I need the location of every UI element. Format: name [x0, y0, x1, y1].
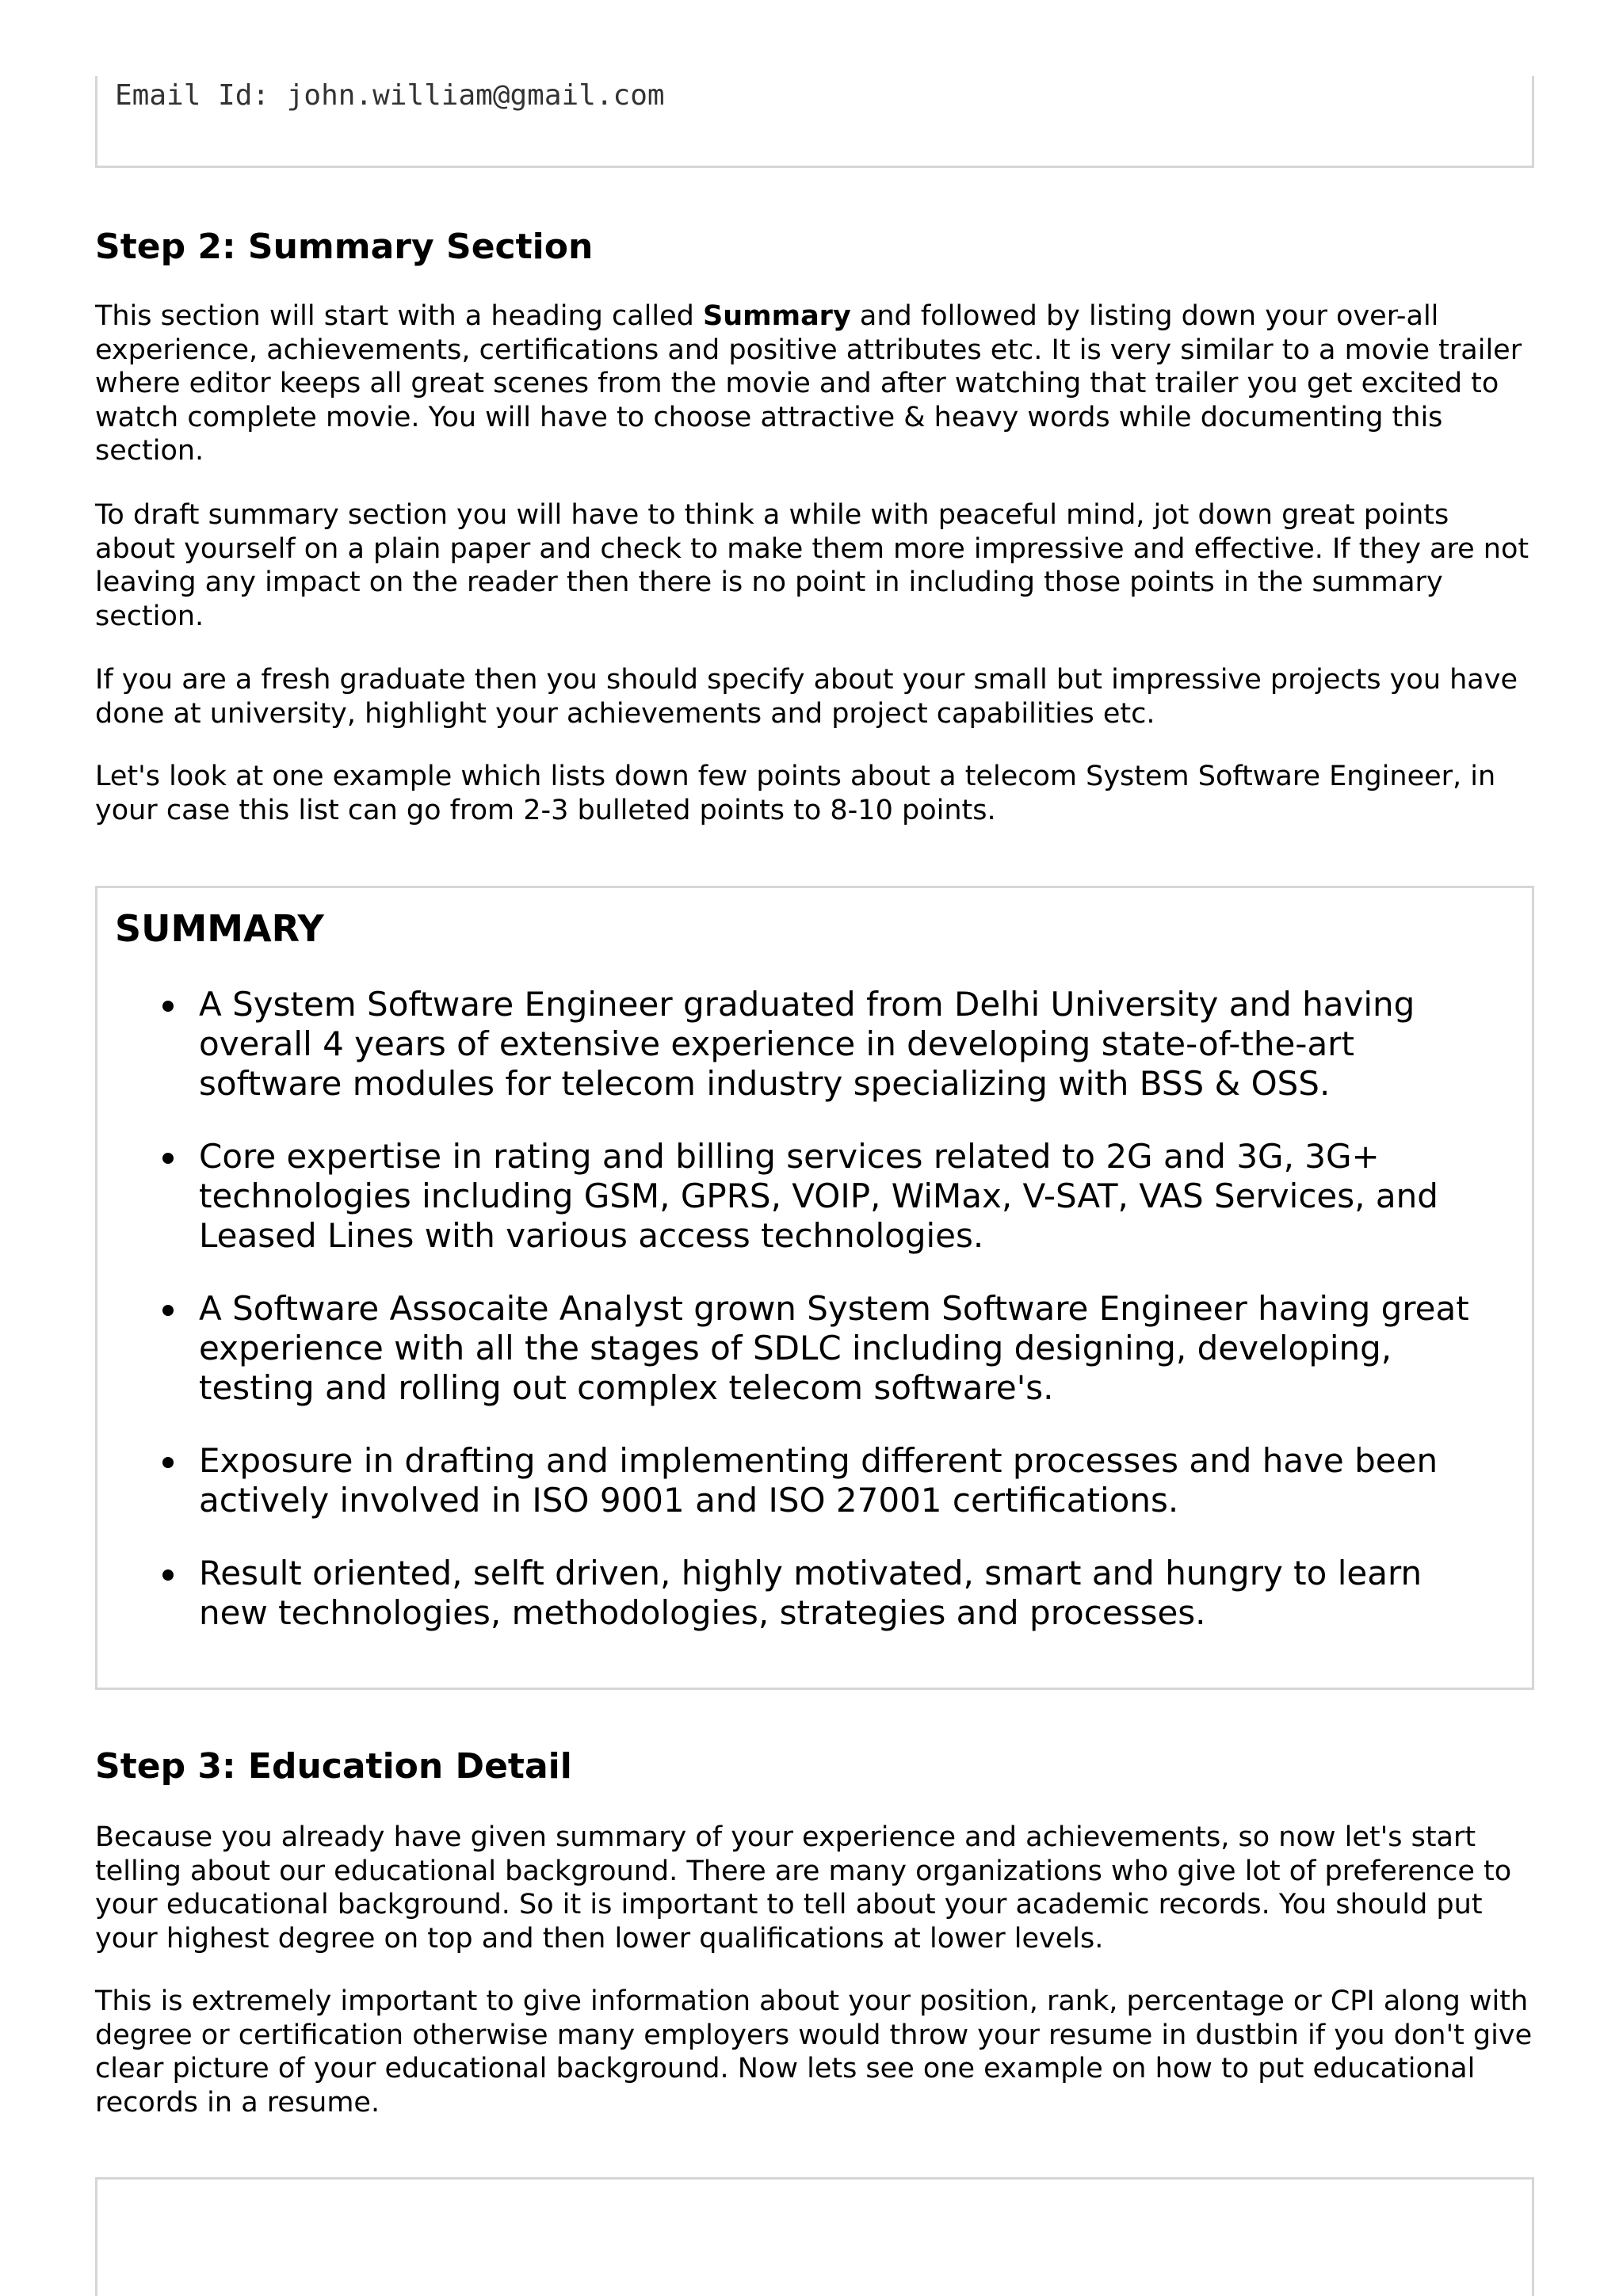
summary-item-text: A System Software Engineer graduated from Delhi University and having overall 4 years of extensive experience in developing state-of-the-art software modules for telecom industry specializing with BSS & OSS. [199, 985, 1415, 1103]
summary-item [97, 1289, 1492, 1408]
bullet-icon [162, 1305, 174, 1316]
step2-paragraph-2: To draft summary section you will have to think a while with peaceful mind, jot down great points about yourself on a plain paper and check to make them more impressive and effective. If they are not leaving any impact on the reader then there is no point in including those points in the summary section. [95, 499, 1529, 632]
step2-paragraph-1 [95, 299, 1537, 468]
step2-paragraph-3: If you are a fresh graduate then you should specify about your small but impressive projects you have done at university, highlight your achievements and project capabilities etc. [95, 664, 1518, 730]
bullet-icon [162, 1569, 174, 1581]
step2-heading: Step 2: Summary Section [95, 227, 594, 267]
summary-example-box [95, 886, 1534, 1690]
summary-list [97, 985, 1492, 1666]
step2-p1-before: This section will start with a heading called [95, 300, 703, 332]
summary-item [97, 1137, 1492, 1256]
summary-item-text: Core expertise in rating and billing services related to 2G and 3G, 3G+ technologies including GSM, GPRS, VOIP, WiMax, V-SAT, VAS Services, and Leased Lines with various access technologies. [199, 1137, 1438, 1255]
summary-item-text: Result oriented, selft driven, highly motivated, smart and hungry to learn new technologies, methodologies, strategies and processes. [199, 1554, 1423, 1632]
summary-item-text: Exposure in drafting and implementing different processes and have been actively involved in ISO 9001 and ISO 27001 certifications. [199, 1441, 1438, 1520]
step2-p1-bold: Summary [703, 300, 851, 332]
summary-item [97, 1554, 1492, 1633]
bullet-icon [162, 1457, 174, 1468]
step2-p1-after: and followed by listing down your over-all experience, achievements, certifications and positive attributes etc. It is very similar to a movie trailer where editor keeps all great scenes from the movie and after watching that trailer you get excited to watch complete movie. You will have to choose attractive & heavy words while documenting this section. [95, 300, 1522, 467]
email-line: Email Id: john.william@gmail.com [115, 79, 665, 112]
bullet-icon [162, 1001, 174, 1012]
step3-paragraph-2: This is extremely important to give information about your position, rank, percentage or CPI along with degree or certification otherwise many employers would throw your resume in dustbin if you don't give clear picture of your educational background. Now lets see one example on how to put educational records in a resume. [95, 1985, 1533, 2119]
step3-paragraph-1: Because you already have given summary of your experience and achievements, so now let's start telling about our educational background. There are many organizations who give lot of preference to your educational background. So it is important to tell about your academic records. You should put your highest degree on top and then lower qualifications at lower levels. [95, 1821, 1512, 1955]
education-example-box [95, 2177, 1534, 2296]
summary-item [97, 985, 1492, 1104]
summary-title: SUMMARY [115, 907, 324, 950]
bullet-icon [162, 1153, 174, 1164]
step2-paragraph-4: Let's look at one example which lists down few points about a telecom System Software Engineer, in your case this list can go from 2-3 bulleted points to 8-10 points. [95, 761, 1496, 826]
email-example-box [95, 76, 1534, 168]
summary-item-text: A Software Assocaite Analyst grown System Software Engineer having great experience with all the stages of SDLC including designing, developing, testing and rolling out complex telecom software's. [199, 1289, 1469, 1407]
step3-heading: Step 3: Education Detail [95, 1746, 572, 1787]
summary-item [97, 1441, 1492, 1520]
